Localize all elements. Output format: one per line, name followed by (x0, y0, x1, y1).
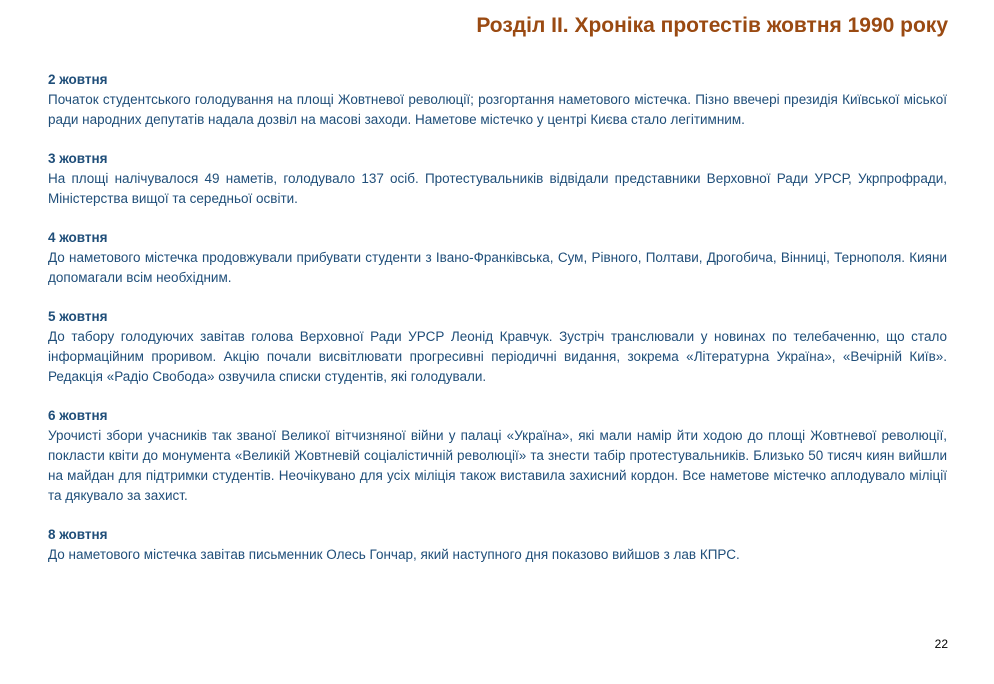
page-title: Розділ ІІ. Хроніка протестів жовтня 1990 року (476, 14, 948, 37)
chronicle-entry (48, 525, 947, 565)
entry-text: На площі налічувалося 49 наметів, голодувало 137 осіб. Протестувальників відвідали представники Верховної Ради УРСР, Укрпрофради, Міністерства вищої та середньої освіти. (48, 171, 947, 206)
chronicle-entry (48, 70, 947, 130)
chronicle-entry (48, 149, 947, 209)
entry-text: Початок студентського голодування на площі Жовтневої революції; розгортання наметового містечка. Пізно ввечері президія Київської міської ради народних депутатів надала дозвіл на масові заходи. Наметове містечко у центрі Києва стало легітимним. (48, 92, 947, 127)
page-number: 22 (934, 637, 948, 651)
entry-text: До табору голодуючих завітав голова Верховної Ради УРСР Леонід Кравчук. Зустріч транслювали у новинах по телебаченню, що стало інформаційним проривом. Акцію почали висвітлювати прогресивні періодичні видання, зокрема «Літературна Україна», «Вечірній Київ». Редакція «Радіо Свобода» озвучила списки студентів, які голодували. (48, 329, 947, 384)
entry-date: 4 жовтня (48, 230, 108, 245)
entry-text: До наметового містечка завітав письменник Олесь Гончар, який наступного дня показово вийшов з лав КПРС. (48, 547, 740, 562)
entry-date: 2 жовтня (48, 72, 108, 87)
chronicle-entries (48, 70, 947, 584)
entry-date: 6 жовтня (48, 408, 108, 423)
entry-text: До наметового містечка продовжували прибувати студенти з Івано-Франківська, Сум, Рівного, Полтави, Дрогобича, Вінниці, Тернополя. Кияни допомагали всім необхідним. (48, 250, 947, 285)
chronicle-entry (48, 307, 947, 387)
entry-text: Урочисті збори учасників так званої Великої вітчизняної війни у палаці «Україна», які мали намір йти ходою до площі Жовтневої революції, покласти квіти до монумента «Великій Жовтневій соціалістичній революції» та знести табір протестувальників. Близько 50 тисяч киян вийшли на майдан для підтримки студентів. Неочікувано для усіх міліція також виставила захисний кордон. Все наметове містечко аплодувало міліції та дякувало за захист. (48, 428, 947, 503)
entry-date: 3 жовтня (48, 151, 108, 166)
chronicle-entry (48, 406, 947, 506)
chronicle-entry (48, 228, 947, 288)
entry-date: 5 жовтня (48, 309, 108, 324)
entry-date: 8 жовтня (48, 527, 108, 542)
